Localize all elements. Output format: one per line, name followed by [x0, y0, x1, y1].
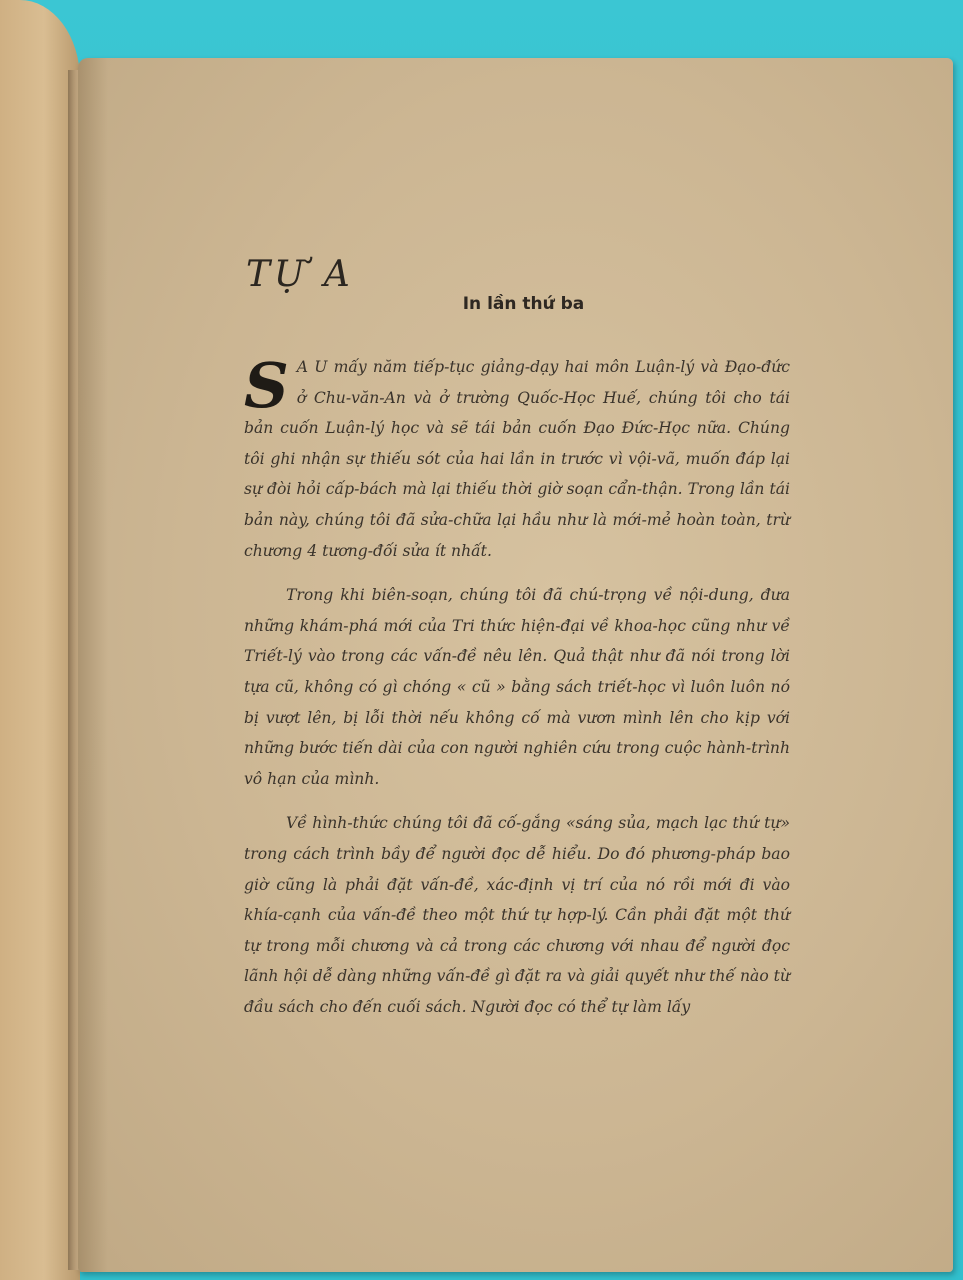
paragraph-3: Về hình-thức chúng tôi đã cố-gắng «sáng sủa, mạch lạc thứ tự» trong cách trình bầy để người đọc dễ hiểu. Do đó phương-pháp bao giờ cũng là phải đặt vấn-đề, xác-định vị trí của nó rồi mới đi vào khía-cạnh của vấn-đề theo một thứ tự hợp-lý. Cần phải đặt một thứ tự trong mỗi chương và cả trong các chương với nhau để người đọc lãnh hội dễ dàng những vấn-đề gì đặt ra và giải quyết như thế nào từ đầu sách cho đến cuối sách. Người đọc có thể tự làm lấy	[244, 814, 790, 1016]
paragraph-1	[244, 349, 790, 566]
edition-subtitle-text: In lần thứ ba	[462, 294, 585, 314]
book-page	[78, 58, 953, 1272]
edition-subtitle	[78, 294, 953, 314]
paragraph-2: Trong khi biên-soạn, chúng tôi đã chú-trọng về nội-dung, đưa những khám-phá mới của Tri thức hiện-đại về khoa-học cũng như về Triết-lý vào trong các vấn-đề nêu lên. Quả thật như đã nói trong lời tựa cũ, không có gì chóng « cũ » bằng sách triết-học vì luôn luôn nó bị vượt lên, bị lỗi thời nếu không cố mà vươn mình lên cho kịp với những bước tiến dài của con người nghiên cứu trong cuộc hành-trình vô hạn của mình.	[244, 586, 790, 788]
page-title: TỰ A	[246, 254, 354, 295]
page-binding-shadow	[78, 58, 108, 1272]
drop-cap: S	[244, 349, 289, 422]
paragraph-1-text: A U mấy năm tiếp-tục giảng-dạy hai môn Luận-lý và Đạo-đức ở Chu-văn-An và ở trường Quốc-Học Huế, chúng tôi cho tái bản cuốn Luận-lý học và sẽ tái bản cuốn Đạo Đức-Học nữa. Chúng tôi ghi nhận sự thiếu sót của hai lần in trước vì vội-vã, muốn đáp lại sự đòi hỏi cấp-bách mà lại thiếu thời giờ soạn cẩn-thận. Trong lần tái bản này, chúng tôi đã sửa-chữa lại hầu như là mới-mẻ hoàn toàn, trừ chương 4 tương-đối sửa ít nhất.	[244, 358, 790, 560]
body-text	[244, 349, 790, 1022]
